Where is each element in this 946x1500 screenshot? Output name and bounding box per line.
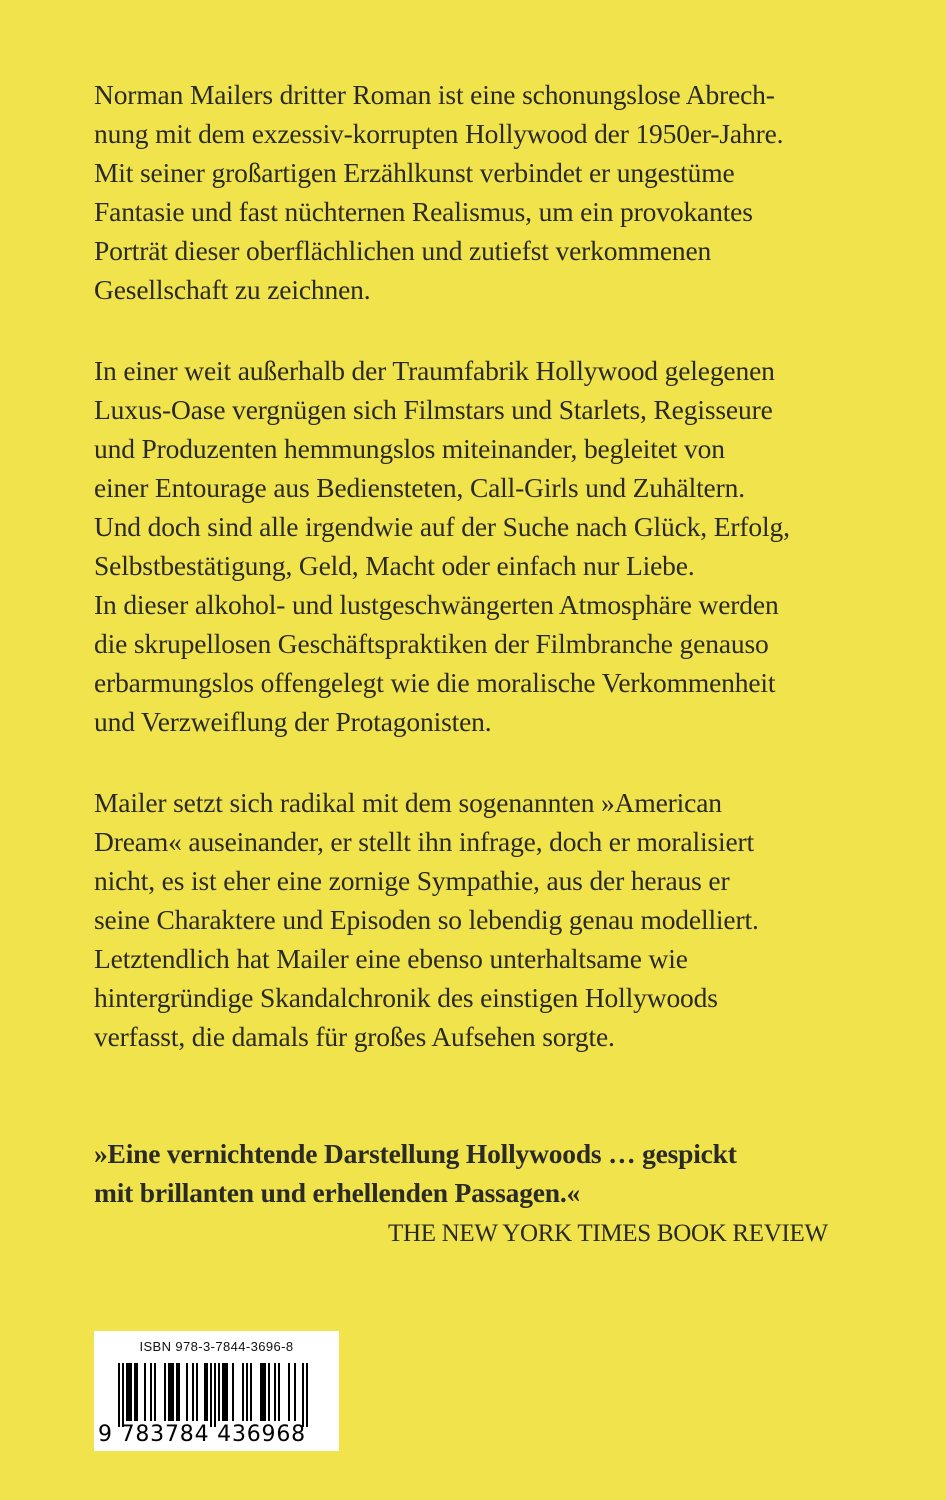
blurb-line: und Verzweiflung der Protagonisten. <box>94 706 492 737</box>
barcode-bar <box>172 1363 174 1421</box>
blurb-line: erbarmungslos offengelegt wie die moralische Verkommenheit <box>94 667 776 698</box>
blurb-line: verfasst, die damals für großes Aufsehen sorgte. <box>94 1021 615 1052</box>
barcode-bar <box>192 1363 194 1421</box>
blurb-line: Fantasie und fast nüchternen Realismus, um ein provokantes <box>94 196 753 227</box>
blurb-line: und Produzenten hemmungslos miteinander, begleitet von <box>94 433 725 464</box>
barcode-bar <box>164 1363 166 1421</box>
blurb-line: Dream« auseinander, er stellt ihn infrage, doch er moralisiert <box>94 826 755 857</box>
barcode-bar <box>294 1363 296 1421</box>
quote-line: »Eine vernichtende Darstellung Hollywoods … gespickt <box>94 1138 737 1169</box>
barcode-bar <box>214 1363 216 1427</box>
blurb-line: einer Entourage aus Bediensteten, Call-Girls und Zuhältern. <box>94 472 745 503</box>
blurb-line: Mit seiner großartigen Erzählkunst verbindet er ungestüme <box>94 157 735 188</box>
barcode-bar <box>176 1363 178 1421</box>
blurb-line: Luxus-Oase vergnügen sich Filmstars und Starlets, Regisseure <box>94 394 773 425</box>
barcode-bar <box>302 1363 304 1427</box>
quote-line: mit brillanten und erhellenden Passagen.« <box>94 1177 581 1208</box>
barcode-bar <box>264 1363 266 1421</box>
barcode-bar <box>226 1363 228 1421</box>
barcode-bar <box>288 1363 290 1421</box>
barcode-bar <box>196 1363 198 1421</box>
barcode-bar <box>126 1363 128 1421</box>
barcode-digits: 9 783784 436968 <box>98 1422 306 1447</box>
barcode-bar <box>136 1363 138 1421</box>
barcode-bar <box>122 1363 124 1427</box>
barcode-bar <box>274 1363 276 1421</box>
barcode-bar <box>154 1363 156 1421</box>
barcode-bar <box>278 1363 280 1421</box>
barcode-label <box>94 1331 339 1451</box>
barcode-bar <box>118 1363 120 1427</box>
blurb-line: die skrupellosen Geschäftspraktiken der Filmbranche genauso <box>94 628 769 659</box>
barcode-bar <box>134 1363 136 1421</box>
barcode-bar <box>178 1363 180 1421</box>
barcode-bar <box>306 1363 308 1427</box>
barcode-bar <box>204 1363 206 1421</box>
barcode-bar <box>150 1363 152 1421</box>
barcode-bar <box>168 1363 170 1421</box>
isbn-text: ISBN 978-3-7844-3696-8 <box>139 1339 294 1354</box>
blurb-line: Norman Mailers dritter Roman ist eine schonungslose Abrech- <box>94 79 775 110</box>
barcode-bar <box>206 1363 208 1421</box>
barcode-bar <box>128 1363 130 1421</box>
barcode-bar <box>210 1363 212 1427</box>
barcode-bar <box>144 1363 146 1421</box>
blurb-line: In dieser alkohol- und lustgeschwängerten Atmosphäre werden <box>94 589 779 620</box>
blurb-line: Mailer setzt sich radikal mit dem sogenannten »American <box>94 787 722 818</box>
quote-source: THE NEW YORK TIMES BOOK REVIEW <box>388 1220 828 1247</box>
barcode-bar <box>268 1363 270 1421</box>
barcode-bar <box>260 1363 262 1421</box>
barcode-bar <box>242 1363 244 1421</box>
blurb-line: Und doch sind alle irgendwie auf der Suche nach Glück, Erfolg, <box>94 511 790 542</box>
barcode-bar <box>130 1363 132 1421</box>
barcode-bar <box>186 1363 188 1421</box>
blurb-line: hintergründige Skandalchronik des einstigen Hollywoods <box>94 982 718 1013</box>
blurb-line: Porträt dieser oberflächlichen und zutiefst verkommenen <box>94 235 712 266</box>
barcode-bar <box>232 1363 234 1421</box>
blurb-line: Letztendlich hat Mailer eine ebenso unterhaltsame wie <box>94 943 688 974</box>
blurb-line: nicht, es ist eher eine zornige Sympathie, aus der heraus er <box>94 865 730 896</box>
barcode-bar <box>250 1363 252 1421</box>
barcode-bar <box>218 1363 220 1421</box>
barcode-bar <box>170 1363 172 1421</box>
blurb-line: Selbstbestätigung, Geld, Macht oder einfach nur Liebe. <box>94 550 695 581</box>
barcode-bar <box>222 1363 224 1421</box>
blurb-line: seine Charaktere und Episoden so lebendig genau modelliert. <box>94 904 759 935</box>
blurb-line: In einer weit außerhalb der Traumfabrik Hollywood gelegenen <box>94 355 775 386</box>
barcode-bar <box>224 1363 226 1421</box>
barcode-bar <box>262 1363 264 1421</box>
barcode-bar <box>246 1363 248 1421</box>
blurb-line: nung mit dem exzessiv-korrupten Hollywood der 1950er-Jahre. <box>94 118 784 149</box>
blurb-line: Gesellschaft zu zeichnen. <box>94 274 371 305</box>
